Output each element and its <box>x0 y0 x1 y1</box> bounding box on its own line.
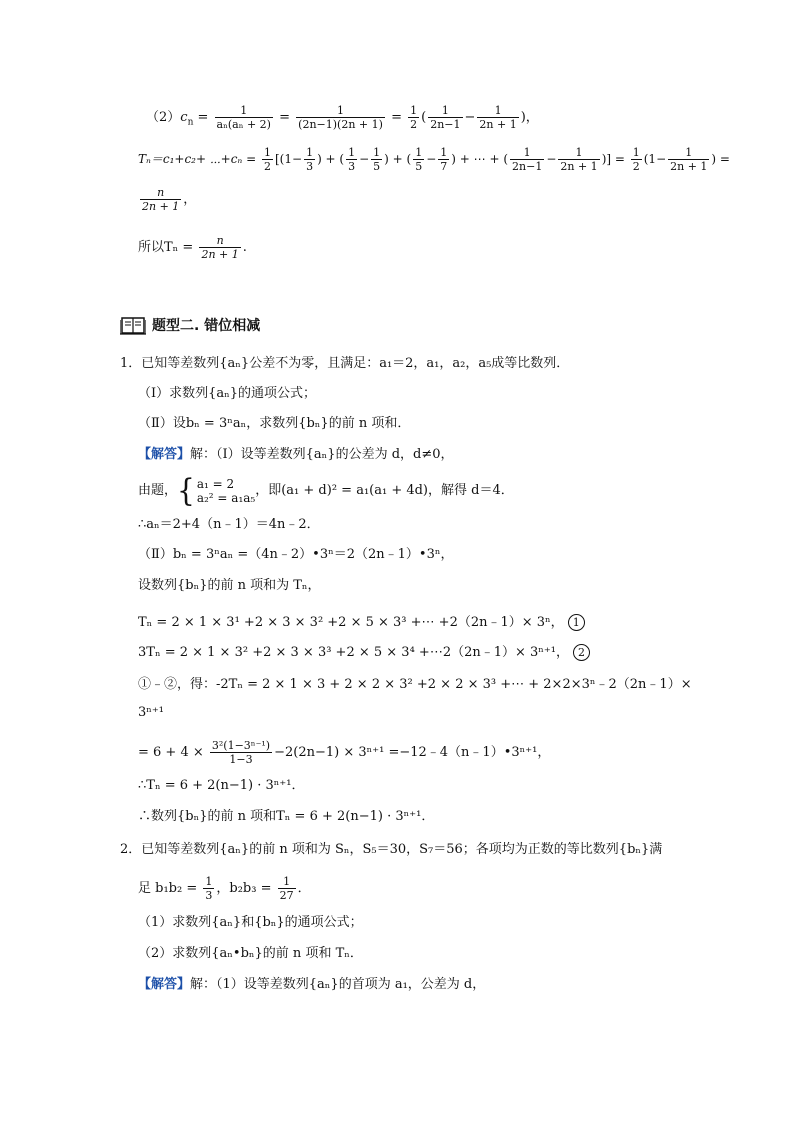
q2-sub2: （2）求数列{aₙ•bₙ}的前 n 项和 Tₙ． <box>138 946 363 961</box>
punct: ， <box>183 192 197 207</box>
system-prefix: 由题， <box>138 483 178 498</box>
bracket: ) = <box>711 152 730 166</box>
equals: = <box>279 110 291 125</box>
eq2-text: 3Tₙ = 2 × 1 × 3² +2 × 3 × 3³ +2 × 5 × 3⁴ +⋯2（2n﹣1）× 3ⁿ⁺¹， <box>138 645 569 660</box>
brace-symbol: { <box>177 471 195 509</box>
fraction: $\frac{1}{2}$ <box>264 146 271 173</box>
answer-text: 解：（1）设等差数列{aₙ}的首项为 a₁，公差为 d， <box>190 977 486 992</box>
bracket: )] = <box>601 152 625 166</box>
answer-tag: 【解答】 <box>138 447 191 462</box>
fraction: $\frac{1}{2n + 1}$ <box>479 104 517 131</box>
calc-prefix: = 6 + 4 × <box>138 745 204 760</box>
eq1-text: Tₙ = 2 × 1 × 3¹ +2 × 3 × 3² +2 × 5 × 3³ +⋯ +2（2n﹣1）× 3ⁿ， <box>138 615 564 630</box>
q1-bn: （Ⅱ）bₙ = 3ⁿaₙ =（4n﹣2）•3ⁿ＝2（2n﹣1）•3ⁿ， <box>138 547 454 562</box>
fraction: $\frac{1}{2}$ <box>632 146 640 173</box>
minus: − <box>426 152 437 166</box>
bracket: (1− <box>643 152 667 166</box>
part2-line-2 <box>138 146 730 173</box>
q1-system <box>138 471 514 509</box>
bracket: ) + ( <box>317 152 345 166</box>
q1-an: ∴aₙ＝2+4（n﹣1）＝4n﹣2． <box>138 517 320 532</box>
minus: − <box>359 152 370 166</box>
conclusion-text: 所以Tₙ = <box>138 240 194 255</box>
fraction: $\frac{1}{\text{aₙ(aₙ + 2)}}$ <box>216 104 271 131</box>
calc-suffix: −2(2n−1) × 3ⁿ⁺¹ =−12﹣4（n﹣1）•3ⁿ⁺¹， <box>274 745 551 760</box>
equals: = <box>197 110 209 125</box>
bracket: ) + ( <box>384 152 412 166</box>
fraction: $\frac{1}{2n-1}$ <box>512 146 543 173</box>
fraction: $\frac{1}{2}$ <box>410 104 418 131</box>
minus: − <box>546 152 557 166</box>
q2-stem-2 <box>138 874 311 904</box>
q1-answer-line <box>138 446 454 464</box>
fraction: $\frac{1}{5}$ <box>415 146 423 173</box>
c-n: c <box>180 110 188 125</box>
circled-one: 1 <box>568 614 585 631</box>
q2-answer-line <box>138 976 485 994</box>
q2-sub1: （1）求数列{aₙ}和{bₙ}的通项公式； <box>138 915 363 930</box>
q1-sub1: （Ⅰ）求数列{aₙ}的通项公式； <box>138 386 317 401</box>
part2-line-3 <box>138 186 196 213</box>
q1-final: ∴数列{bₙ}的前 n 项和Tₙ = 6 + 2(n−1) · 3ⁿ⁺¹． <box>138 809 435 824</box>
equals: = <box>391 110 402 125</box>
fraction: $\frac{n}{2n + 1}$ <box>201 234 239 261</box>
q2-stem: 2．已知等差数列{aₙ}的前 n 项和为 Sₙ，S₅＝30，S₇＝56；各项均为正数的等比数列{bₙ}满 <box>120 842 663 857</box>
part2-line-1: $(2)c_n$ = $\frac{1}{\text{aₙ(aₙ + 2)}}$ = $\frac{1}{(2n-1)(2n + 1)}$ = $\frac{1}{2}$ ( $\frac{1}{2n-1}$ − $\frac{1}{2n + 1}$ )， <box>146 104 539 131</box>
item-label: （2） <box>146 110 181 125</box>
equation-system: a₁ = 2 a₂² = a₁a₅ <box>196 476 256 505</box>
punct: ． <box>297 881 311 896</box>
part2-conclusion <box>138 234 247 261</box>
bracket: ) + ⋯ + ( <box>451 152 509 166</box>
paren: )， <box>520 110 539 125</box>
bracket: [(1− <box>275 152 303 166</box>
fraction: $\frac{1}{5}$ <box>373 146 381 173</box>
section-heading <box>120 314 260 336</box>
q1-tn-def: 设数列{bₙ}的前 n 项和为 Tₙ， <box>138 578 321 593</box>
fraction: $\frac{1}{(2n-1)(2n + 1)}$ <box>298 104 383 131</box>
q1-sub2: （Ⅱ）设bₙ = 3ⁿaₙ，求数列{bₙ}的前 n 项和． <box>138 416 411 431</box>
fraction: $\frac{1}{7}$ <box>440 146 448 173</box>
fraction: $\frac{1}{3}$ <box>205 875 213 902</box>
q1-subtract-cont: 3ⁿ⁺¹ <box>138 705 164 720</box>
q1-subtract: ①﹣②，得：-2Tₙ = 2 × 1 × 3 + 2 × 2 × 3² +2 × 2 × 3³ +⋯ + 2×2×3ⁿ﹣2（2n﹣1）× <box>138 677 692 692</box>
answer-tag: 【解答】 <box>138 977 191 992</box>
q1-eq1 <box>138 614 585 632</box>
stem-text: ，b₂b₃ = <box>216 881 272 896</box>
stem-text: 足 b₁b₂ = <box>138 881 198 896</box>
system-suffix: ，即(a₁ + d)² = a₁(a₁ + 4d)，解得 d＝4． <box>255 483 514 498</box>
fraction: $\frac{1}{2n-1}$ <box>430 104 461 131</box>
fraction: $\frac{1}{27}$ <box>279 875 294 902</box>
q1-stem: 1．已知等差数列{aₙ}公差不为零，且满足：a₁＝2，a₁，a₂，a₅成等比数列． <box>120 356 570 371</box>
fraction: $\frac{1}{2n + 1}$ <box>560 146 598 173</box>
fraction: $\frac{1}{3}$ <box>306 146 314 173</box>
paren: ( <box>421 110 427 125</box>
q1-eq2 <box>138 644 590 662</box>
sum-lhs: Tₙ＝c₁+c₂+ ⋯+cₙ = <box>138 152 257 166</box>
q1-tn-result: ∴Tₙ = 6 + 2(n−1) · 3ⁿ⁺¹． <box>138 778 305 793</box>
punct: . <box>242 240 247 255</box>
circled-two: 2 <box>573 644 590 661</box>
fraction: $\frac{1}{2n + 1}$ <box>670 146 708 173</box>
fraction: $\frac{1}{3}$ <box>348 146 356 173</box>
q1-calc <box>138 738 550 768</box>
answer-text: 解：（Ⅰ）设等差数列{aₙ}的公差为 d，d≠0， <box>190 447 454 462</box>
section-title: 题型二. 错位相减 <box>152 318 261 334</box>
fraction: $\frac{\text{3²(1−3ⁿ⁻¹)}}{1-3}$ <box>211 739 271 766</box>
book-icon <box>120 315 146 335</box>
fraction: $\frac{n}{2n + 1}$ <box>142 186 180 213</box>
minus: − <box>464 110 476 125</box>
